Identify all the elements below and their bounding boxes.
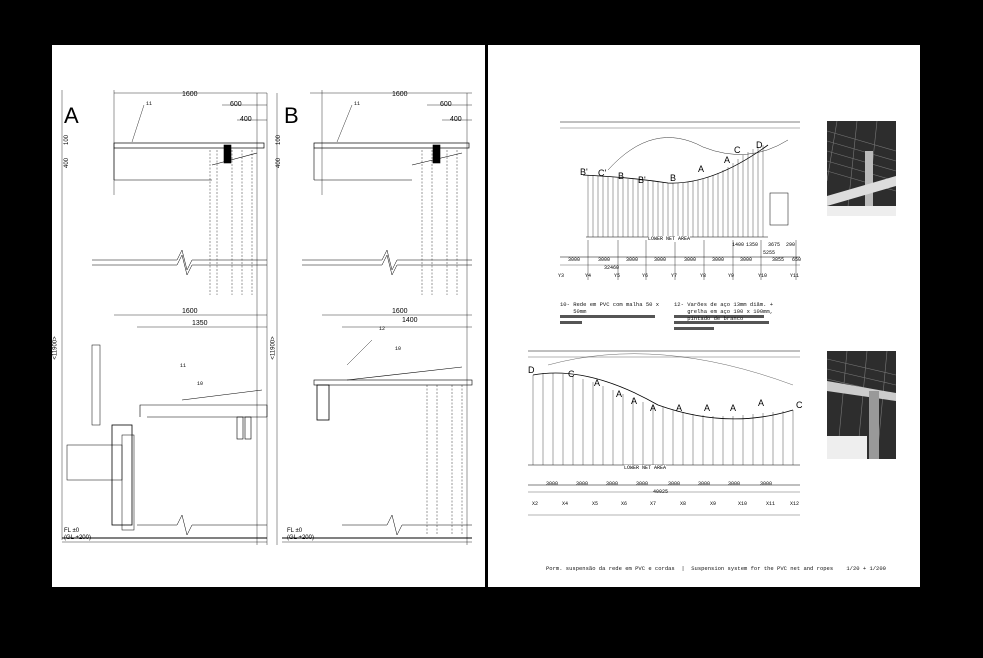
right-drawing-sheet — [488, 45, 920, 587]
grid-bubble: Y4 — [585, 273, 592, 279]
bay-dim: 3000 — [636, 481, 649, 487]
top-elev-bay-6: 3000 — [712, 257, 725, 263]
bay-dim: 3000 — [576, 481, 589, 487]
top-elev-point-9: D — [756, 140, 763, 150]
grid-bubble: X5 — [592, 501, 599, 507]
bottom-elev-point-6: A — [650, 403, 657, 413]
top-elev-bay-8: 3855 — [772, 257, 785, 263]
bottom-elev-point-9: A — [730, 403, 737, 413]
top-elev-bay-2: 3000 — [598, 257, 611, 263]
bay-dim: 3000 — [698, 481, 711, 487]
detail-photo-bottom — [827, 351, 896, 459]
bottom-elev-point-4: A — [616, 389, 623, 399]
top-elev-point-6: A — [698, 164, 705, 174]
top-elev-bay-5: 3000 — [684, 257, 697, 263]
top-elev-bay-3: 3000 — [626, 257, 639, 263]
sheet-title: Porm. suspensão da rede em PVC e cordas | Suspension system for the PVC net and ropes 1/20 + 1/200 — [546, 565, 886, 572]
note-10: 10- Rede em PVC com malha 50 x 50mm — [560, 301, 660, 315]
top-elev-dim-3: 3675 — [768, 242, 781, 248]
grid-bubble: X6 — [621, 501, 628, 507]
section-b-label: B — [284, 103, 299, 128]
grid-bubble: X2 — [532, 501, 539, 507]
section-details-drawing — [52, 45, 485, 587]
top-elev-point-3: B — [618, 171, 625, 181]
bottom-elev-area-label: LOWER NET AREA — [624, 465, 667, 471]
top-elev-point-8: C — [734, 145, 741, 155]
top-elev-bay-9: 650 — [792, 257, 802, 263]
bottom-elev-bays — [528, 481, 800, 489]
top-elev-grid — [560, 273, 800, 283]
bottom-elev-grid — [528, 501, 800, 511]
grid-bubble: Y8 — [700, 273, 707, 279]
bay-dim: 3000 — [606, 481, 619, 487]
section-b-dim-vert1: 100 — [276, 134, 283, 146]
section-b-bottom-dim-total: 1600 — [392, 308, 408, 315]
bottom-elev-point-8: A — [704, 403, 711, 413]
grid-bubble: X7 — [650, 501, 657, 507]
section-b-dim-mid: 600 — [440, 101, 452, 108]
top-elev-dim-2: 1350 — [746, 242, 759, 248]
section-b-dim-small: 400 — [450, 116, 462, 123]
bottom-elev-point-7: A — [676, 403, 683, 413]
section-b-dim-total: 1600 — [392, 91, 408, 98]
section-a-height-tag: <11900> — [52, 336, 59, 360]
section-b-fl: FL ±0 — [287, 528, 303, 534]
section-a-dim-mid: 600 — [230, 101, 242, 108]
section-a-gl: (GL +200) — [64, 535, 91, 541]
section-b-gl: (GL +200) — [287, 535, 314, 541]
section-b-bottom-tag-1: 12 — [379, 326, 386, 332]
section-a-dim-vert2: 400 — [64, 157, 71, 169]
grid-bubble: X12 — [790, 501, 800, 507]
grid-bubble: Y7 — [671, 273, 678, 279]
detail-photo-top — [827, 121, 896, 216]
bottom-elev-point-2: C — [568, 369, 575, 379]
left-drawing-sheet — [52, 45, 485, 587]
top-elev-point-2: C' — [598, 168, 607, 178]
bottom-elev-total: 40025 — [653, 489, 669, 495]
grid-bubble: X9 — [710, 501, 717, 507]
section-a-label: A — [64, 103, 79, 128]
top-elev-total: 32460 — [604, 265, 620, 271]
grid-bubble: X8 — [680, 501, 687, 507]
top-elev-bay-4: 3000 — [654, 257, 667, 263]
top-elev-point-4: B' — [638, 175, 646, 185]
top-elev-bay-1: 3000 — [568, 257, 581, 263]
grid-bubble: X4 — [562, 501, 569, 507]
grid-bubble: Y11 — [790, 273, 800, 279]
top-elev-area-label: LOWER NET AREA — [648, 236, 691, 242]
photo-top-image — [827, 121, 896, 216]
section-a-bottom-tag-1: 11 — [180, 363, 187, 369]
bay-dim: 3000 — [546, 481, 559, 487]
section-a-fl: FL ±0 — [64, 528, 80, 534]
bay-dim: 3000 — [728, 481, 741, 487]
section-a-top-tag: 11 — [146, 101, 153, 107]
bottom-elev-point-1: D — [528, 365, 535, 375]
section-b-height-tag: <11900> — [270, 336, 277, 360]
grid-bubble: Y10 — [758, 273, 768, 279]
section-a-bottom-dim-total: 1600 — [182, 308, 198, 315]
top-elev-dim-1: 1400 — [732, 242, 745, 248]
section-a-bottom-dim-mid: 1350 — [192, 320, 208, 327]
bottom-elev-point-5: A — [631, 396, 638, 406]
top-elev-bay-7: 3000 — [740, 257, 753, 263]
bottom-elev-point-3: A — [594, 378, 601, 388]
note-12: 12- Varões de aço 13mm diâm. + grelha em aço 100 x 100mm, pintado de branco — [674, 301, 774, 322]
grid-bubble: X11 — [766, 501, 776, 507]
section-b-dim-vert2: 400 — [276, 157, 283, 169]
bottom-elev-point-10: A — [758, 398, 765, 408]
top-elev-dim-5: 5255 — [763, 250, 776, 256]
top-elev-point-5: B — [670, 173, 677, 183]
section-b-top-tag: 11 — [354, 101, 361, 107]
section-a-dim-total: 1600 — [182, 91, 198, 98]
photo-bottom-image — [827, 351, 896, 459]
grid-bubble: Y6 — [642, 273, 649, 279]
section-b-bottom-dim-mid: 1400 — [402, 317, 418, 324]
grid-bubble: X10 — [738, 501, 748, 507]
bay-dim: 3000 — [760, 481, 773, 487]
bay-dim: 3000 — [668, 481, 681, 487]
top-elev-point-7: A — [724, 155, 731, 165]
grid-bubble: Y3 — [558, 273, 565, 279]
section-b-bottom-tag-2: 10 — [395, 346, 402, 352]
grid-bubble: Y9 — [728, 273, 735, 279]
section-a-bottom-tag-2: 10 — [197, 381, 204, 387]
top-elev-point-1: B' — [580, 167, 588, 177]
grid-bubble: Y5 — [614, 273, 621, 279]
section-a-dim-small: 400 — [240, 116, 252, 123]
section-a-dim-vert1: 100 — [64, 134, 71, 146]
bottom-elev-point-11: C — [796, 400, 803, 410]
top-elev-dim-4: 290 — [786, 242, 796, 248]
